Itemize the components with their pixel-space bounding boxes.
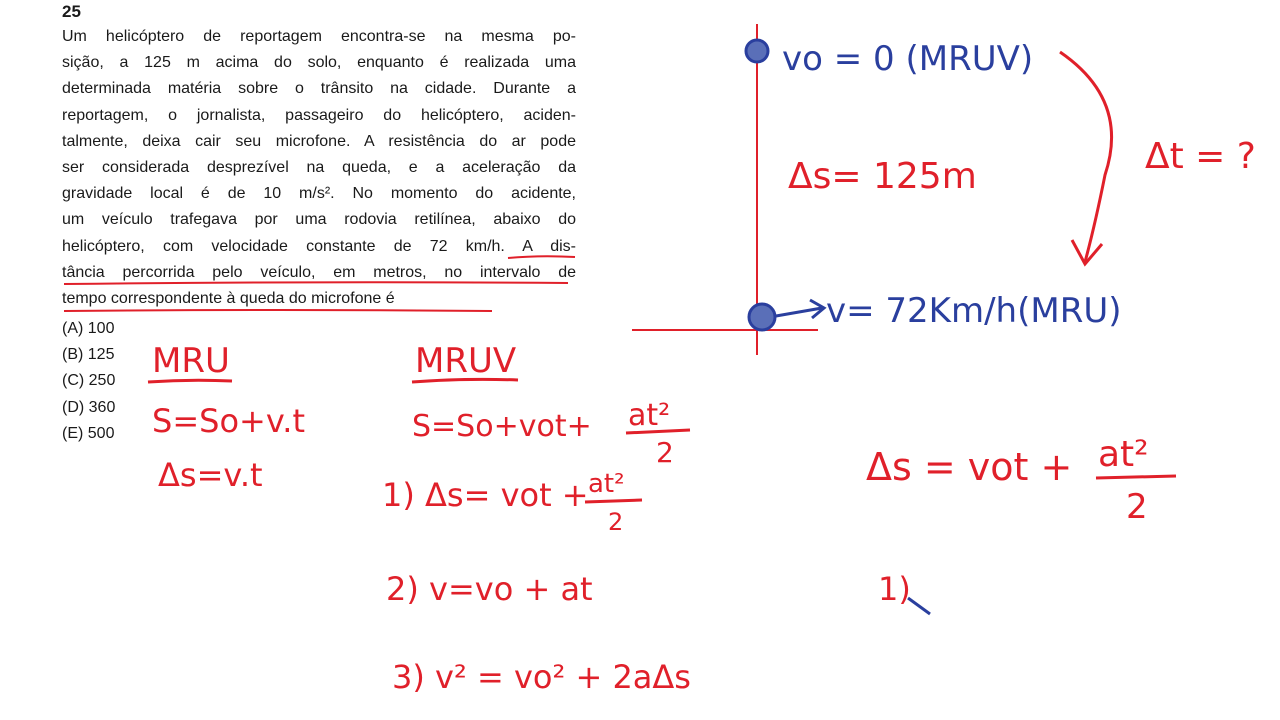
equation-3: 3) v² = vo² + 2aΔs xyxy=(392,658,691,696)
question-line: determinada matéria sobre o trânsito na cidade. Durante a xyxy=(62,80,576,98)
mru-eq1: S=So+v.t xyxy=(152,402,305,440)
question-line: tância percorrida pelo veículo, em metros, no intervalo de xyxy=(62,263,576,281)
pen-cursor-icon xyxy=(908,598,930,614)
option-b: (B) 125 xyxy=(62,346,115,364)
distance-label: Δs= 125m xyxy=(788,156,977,197)
right-frac-den: 2 xyxy=(1126,487,1148,527)
option-c: (C) 250 xyxy=(62,372,116,390)
helicopter-point xyxy=(746,40,768,62)
mruv-frac-den: 2 xyxy=(656,436,674,469)
mru-eq2: Δs=v.t xyxy=(158,456,263,494)
mruv-frac-num: at² xyxy=(628,398,671,433)
equation-1: 1) Δs= vot + xyxy=(382,476,589,514)
underline-2 xyxy=(64,282,568,284)
question-line: ser considerada desprezível na queda, e a aceleração da xyxy=(62,158,576,176)
question-line: Um helicóptero de reportagem encontra-se na mesma po- xyxy=(62,28,576,45)
equation-1-frac-bar xyxy=(585,500,642,502)
option-e: (E) 500 xyxy=(62,424,115,442)
option-a: (A) 100 xyxy=(62,320,115,337)
mruv-title: MRUV xyxy=(415,341,517,381)
right-equation: Δs = vot + xyxy=(866,445,1073,489)
mruv-underline xyxy=(412,379,518,382)
question-line: um veículo trafegava por uma rodovia retilínea, abaixo do xyxy=(62,211,576,229)
right-frac-num: at² xyxy=(1098,434,1149,475)
mru-underline xyxy=(148,380,232,382)
time-arrow xyxy=(1060,52,1112,262)
bottom-label: v= 72Km/h(MRU) xyxy=(826,291,1122,331)
underline-3 xyxy=(64,310,492,311)
equation-1-frac-den: 2 xyxy=(608,508,624,536)
question-line: talmente, deixa cair seu microfone. A resistência do ar pode xyxy=(62,132,576,150)
delta-t-label: Δt = ? xyxy=(1145,136,1256,177)
question-line: gravidade local é de 10 m/s². No momento do acidente, xyxy=(62,185,576,203)
question-line: sição, a 125 m acima do solo, enquanto é realizada uma xyxy=(62,54,576,72)
question-line: tempo correspondente à queda do microfone é xyxy=(62,289,395,307)
step-label: 1) xyxy=(878,570,911,608)
question-number: 25 xyxy=(62,2,81,21)
mruv-eq: S=So+vot+ xyxy=(412,409,592,444)
equation-1-frac-num: at² xyxy=(588,469,625,499)
underline-1 xyxy=(508,256,575,258)
top-label: vo = 0 (MRUV) xyxy=(782,39,1034,79)
mru-title: MRU xyxy=(152,341,230,381)
question-line: helicóptero, com velocidade constante de 72 km/h. A dis- xyxy=(62,237,576,255)
question-line: reportagem, o jornalista, passageiro do helicóptero, aciden- xyxy=(62,106,576,124)
equation-2: 2) v=vo + at xyxy=(386,570,593,608)
option-d: (D) 360 xyxy=(62,398,116,416)
right-frac-bar xyxy=(1096,476,1176,478)
ground-point xyxy=(749,304,775,330)
